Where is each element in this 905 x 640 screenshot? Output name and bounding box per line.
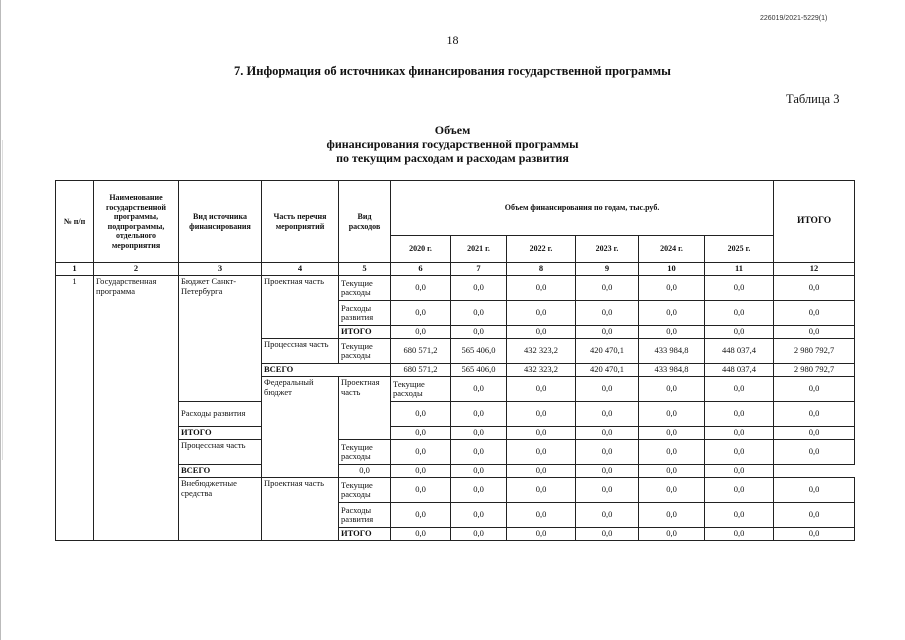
value-cell: 565 406,0 (451, 339, 507, 364)
header-year: 2022 г. (507, 236, 576, 263)
scan-edge (0, 0, 1, 640)
value-cell: 448 037,4 (705, 339, 774, 364)
table-title-line: Объем (434, 123, 471, 137)
value-cell: 0,0 (391, 478, 451, 503)
value-cell: 2 980 792,7 (774, 364, 855, 377)
value-cell: 0,0 (507, 377, 576, 402)
value-cell: 0,0 (774, 478, 855, 503)
value-cell: 0,0 (576, 301, 639, 326)
part-name: Проектная часть (339, 377, 391, 440)
kind-name: Текущие расходы (339, 440, 391, 465)
col-number: 3 (179, 263, 262, 276)
kind-name: Расходы развития (339, 301, 391, 326)
value-cell: 0,0 (774, 377, 855, 402)
value-cell: 0,0 (451, 276, 507, 301)
value-cell: 420 470,1 (576, 364, 639, 377)
value-cell: 0,0 (391, 301, 451, 326)
value-cell: 0,0 (639, 478, 705, 503)
value-cell: 0,0 (639, 465, 705, 478)
value-cell: 0,0 (576, 326, 639, 339)
value-cell: 0,0 (576, 377, 639, 402)
header-total: ИТОГО (774, 181, 855, 263)
source-name: Внебюджетные средства (179, 478, 262, 541)
value-cell: 0,0 (639, 402, 705, 427)
financing-table (55, 180, 855, 541)
value-cell: 680 571,2 (391, 339, 451, 364)
value-cell: 0,0 (705, 528, 774, 541)
kind-name: ИТОГО (339, 528, 391, 541)
value-cell: 433 984,8 (639, 364, 705, 377)
row-number: 1 (56, 276, 94, 541)
value-cell: 432 323,2 (507, 339, 576, 364)
value-cell: 680 571,2 (391, 364, 451, 377)
value-cell: 0,0 (705, 326, 774, 339)
value-cell: 0,0 (391, 465, 451, 478)
value-cell: 0,0 (507, 402, 576, 427)
value-cell: 0,0 (451, 301, 507, 326)
col-number: 6 (391, 263, 451, 276)
col-number: 2 (94, 263, 179, 276)
value-cell: 0,0 (705, 301, 774, 326)
col-number: 12 (774, 263, 855, 276)
value-cell: 0,0 (705, 427, 774, 440)
page-number: 18 (446, 33, 459, 47)
header-year: 2023 г. (576, 236, 639, 263)
value-cell: 0,0 (507, 503, 576, 528)
value-cell: 0,0 (576, 465, 639, 478)
value-cell: 0,0 (774, 427, 855, 440)
kind-name: ИТОГО (339, 326, 391, 339)
col-number: 10 (639, 263, 705, 276)
col-number: 4 (262, 263, 339, 276)
value-cell: 0,0 (639, 301, 705, 326)
value-cell: 0,0 (639, 440, 705, 465)
header-num: № п/п (56, 181, 94, 263)
value-cell: 0,0 (451, 478, 507, 503)
value-cell: 0,0 (451, 402, 507, 427)
value-cell: 0,0 (639, 427, 705, 440)
table-title-line: по текущим расходам и расходам развития (336, 151, 569, 165)
source-name: Бюджет Санкт-Петербурга (179, 276, 262, 402)
value-cell: 0,0 (639, 528, 705, 541)
header-volume: Объем финансирования по годам, тыс.руб. (391, 181, 774, 236)
part-name: Проектная часть (262, 478, 339, 541)
value-cell: 2 980 792,7 (774, 339, 855, 364)
value-cell: 0,0 (576, 478, 639, 503)
value-cell: 0,0 (774, 402, 855, 427)
value-cell: 0,0 (774, 276, 855, 301)
value-cell: 565 406,0 (451, 364, 507, 377)
section-title: 7. Информация об источниках финансирования государственной программы (234, 64, 671, 78)
value-cell: 0,0 (451, 465, 507, 478)
value-cell: 0,0 (576, 440, 639, 465)
value-cell: 0,0 (507, 301, 576, 326)
value-cell: 0,0 (507, 326, 576, 339)
value-cell: 420 470,1 (576, 339, 639, 364)
value-cell: 0,0 (576, 276, 639, 301)
kind-name: Текущие расходы (391, 377, 451, 402)
kind-name: Расходы развития (339, 503, 391, 528)
value-cell: 0,0 (391, 326, 451, 339)
value-cell: 0,0 (705, 478, 774, 503)
value-cell: 0,0 (507, 478, 576, 503)
value-cell: 0,0 (391, 276, 451, 301)
value-cell: 0,0 (705, 402, 774, 427)
value-cell: 0,0 (639, 276, 705, 301)
value-cell: 0,0 (576, 402, 639, 427)
kind-name: ИТОГО (179, 427, 262, 440)
value-cell: 0,0 (451, 440, 507, 465)
value-cell: 0,0 (774, 528, 855, 541)
header-kind: Вид расходов (339, 181, 391, 263)
value-cell: 0,0 (451, 528, 507, 541)
part-name: Проектная часть (262, 276, 339, 339)
value-cell: 0,0 (451, 326, 507, 339)
value-cell: 432 323,2 (507, 364, 576, 377)
part-name: Процессная часть (262, 339, 339, 364)
value-cell: 0,0 (639, 503, 705, 528)
value-cell: 0,0 (576, 503, 639, 528)
header-year: 2024 г. (639, 236, 705, 263)
kind-name: Текущие расходы (339, 276, 391, 301)
scan-edge (2, 140, 3, 460)
header-source: Вид источника финансирования (179, 181, 262, 263)
col-number: 8 (507, 263, 576, 276)
header-year: 2021 г. (451, 236, 507, 263)
total-label: ВСЕГО (262, 364, 391, 377)
program-name: Государственная программа (94, 276, 179, 541)
header-year: 2025 г. (705, 236, 774, 263)
col-number: 11 (705, 263, 774, 276)
kind-name: Текущие расходы (339, 478, 391, 503)
value-cell: 0,0 (576, 528, 639, 541)
value-cell: 0,0 (391, 402, 451, 427)
table-title (0, 123, 905, 165)
value-cell: 0,0 (451, 377, 507, 402)
value-cell: 0,0 (507, 276, 576, 301)
header-year: 2020 г. (391, 236, 451, 263)
value-cell: 0,0 (507, 427, 576, 440)
value-cell: 0,0 (774, 440, 855, 465)
value-cell: 0,0 (774, 326, 855, 339)
value-cell: 0,0 (705, 503, 774, 528)
col-number: 9 (576, 263, 639, 276)
value-cell: 433 984,8 (639, 339, 705, 364)
value-cell: 0,0 (339, 465, 391, 478)
value-cell: 0,0 (705, 377, 774, 402)
header-part: Часть перечня мероприятий (262, 181, 339, 263)
value-cell: 0,0 (774, 503, 855, 528)
value-cell: 0,0 (639, 377, 705, 402)
value-cell: 0,0 (705, 440, 774, 465)
value-cell: 0,0 (507, 528, 576, 541)
value-cell: 0,0 (507, 465, 576, 478)
table-row (56, 276, 855, 301)
value-cell: 0,0 (391, 503, 451, 528)
kind-name: Текущие расходы (339, 339, 391, 364)
table-label: Таблица 3 (786, 92, 840, 106)
source-name: Федеральный бюджет (262, 377, 339, 478)
value-cell: 0,0 (451, 427, 507, 440)
col-number: 1 (56, 263, 94, 276)
part-name: Процессная часть (179, 440, 262, 465)
kind-name: Расходы развития (179, 402, 262, 427)
value-cell: 0,0 (391, 440, 451, 465)
value-cell: 0,0 (576, 427, 639, 440)
value-cell: 448 037,4 (705, 364, 774, 377)
header-name: Наименование государственной программы, подпрограммы, отдельного мероприятия (94, 181, 179, 263)
value-cell: 0,0 (391, 528, 451, 541)
value-cell: 0,0 (507, 440, 576, 465)
table-title-line: финансирования государственной программы (326, 137, 579, 151)
value-cell: 0,0 (705, 276, 774, 301)
document-id: 226019/2021-5229(1) (760, 15, 828, 22)
col-number: 5 (339, 263, 391, 276)
col-number: 7 (451, 263, 507, 276)
value-cell: 0,0 (391, 427, 451, 440)
value-cell: 0,0 (451, 503, 507, 528)
total-label: ВСЕГО (179, 465, 339, 478)
value-cell: 0,0 (639, 326, 705, 339)
value-cell: 0,0 (705, 465, 774, 478)
value-cell: 0,0 (774, 301, 855, 326)
